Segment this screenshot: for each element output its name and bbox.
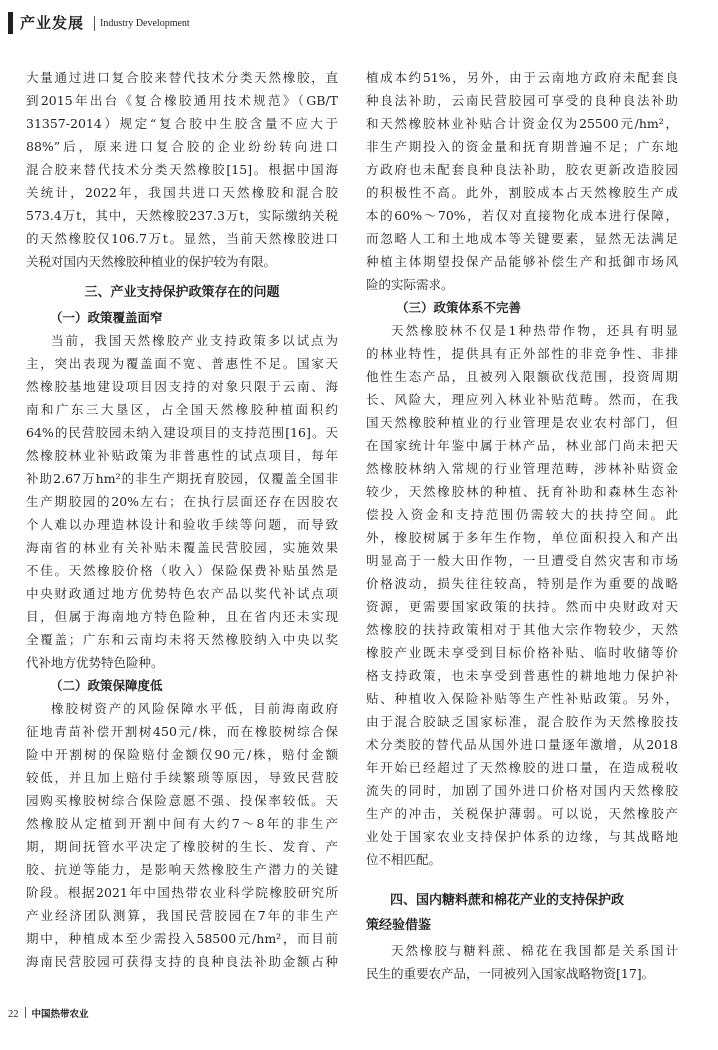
body-text-line: 补助2.67万hm²的非生产期抚育胶园，仅覆盖全国非 xyxy=(26,471,338,486)
body-text-line: 的林业特性，提供具有正外部性的非竞争性、非排 xyxy=(366,346,678,361)
body-text-line: 全覆盖；广东和云南均未将天然橡胶纳入中央以奖 xyxy=(26,632,338,647)
body-text-line: 目，但属于海南地方特色险种，且在省内还未实现 xyxy=(26,609,338,624)
body-text-line: 由于混合胶缺乏国家标准，混合胶作为天然橡胶技 xyxy=(366,714,678,729)
body-text-line: 的天然橡胶仅106.7万t。显然，当前天然橡胶进口 xyxy=(26,231,338,246)
body-text-line: 海南民营胶园可获得支持的良种良法补助金额占种 xyxy=(26,954,338,969)
section-title-english: Industry Development xyxy=(100,18,190,29)
body-text-line: 然橡胶林纳入常规的行业管理范畴，涉林补贴资金 xyxy=(366,461,678,476)
body-text-line: 胶、抗逆等能力，是影响天然橡胶生产潜力的关键 xyxy=(26,862,338,877)
paragraph-first-line: 天然橡胶林不仅是1种热带作物，还具有明显 xyxy=(391,323,678,338)
paragraph-first-line: 天然橡胶与糖料蔗、棉花在我国都是关系国计 xyxy=(391,943,678,958)
body-text-line: 573.4万t，其中，天然橡胶237.3万t，实际缴纳关税 xyxy=(26,208,338,223)
body-text-line: 非生产期投入的资金量和抚育期普遍不足；广东地 xyxy=(366,139,678,154)
paragraph-last-line: 位不相匹配。 xyxy=(366,852,442,867)
body-text-line: 然橡胶的扶持政策相对于其他大宗作物较少，天然 xyxy=(366,622,678,637)
section-heading-continued: 策经验借鉴 xyxy=(366,918,432,933)
body-text-line: 而忽略人工和土地成本等关键要素，显然无法满足 xyxy=(366,231,678,246)
body-text-line: 和天然橡胶林业补贴合计资金仅为25500元/hm²， xyxy=(366,116,678,131)
body-text-line: 他性生态产品，且被列入限额砍伐范围，投资周期 xyxy=(366,369,678,384)
body-text-line: 明显高于一般大田作物，一旦遭受自然灾害和市场 xyxy=(366,553,678,568)
body-text-line: 植成本约51%，另外，由于云南地方政府未配套良 xyxy=(366,70,678,85)
body-text-line: 长、风险大，理应列入林业补贴范畴。然而，在我 xyxy=(366,392,678,407)
body-text-line: 然橡胶从定植到开割中间有大约7～8年的非生产 xyxy=(26,816,338,831)
body-text-line: 个人难以办理造林设计和验收手续等问题，而导致 xyxy=(26,517,338,532)
body-text-line: 在国家统计年鉴中属于林产品，林业部门尚未把天 xyxy=(366,438,678,453)
body-text-line: 种良法补助，云南民营胶园可享受的良种良法补助 xyxy=(366,93,678,108)
subsection-heading: （三）政策体系不完善 xyxy=(396,300,522,315)
body-text-line: 贴、种植收入保险补贴等生产性补贴政策。另外， xyxy=(366,691,678,706)
body-text-line: 偿投入资金和支持范围仍需较大的扶持空间。此 xyxy=(366,507,678,522)
body-text-line: 期，期间抚管水平决定了橡胶树的生长、发育、产 xyxy=(26,839,338,854)
body-text-line: 方政府也未配套良种良法补助，胶农更新改造胶园 xyxy=(366,162,678,177)
paragraph-last-line: 民生的重要农产品，一同被列入国家战略物资[17]。 xyxy=(366,966,655,981)
paragraph-last-line: 代补地方优势特色险种。 xyxy=(26,655,164,670)
body-text-line: 不佳。天然橡胶价格（收入）保险保费补贴虽然是 xyxy=(26,563,338,578)
section-title: 产业发展 xyxy=(20,14,85,32)
body-text-line: 中央财政通过地方优势特色农产品以奖代补试点项 xyxy=(26,586,338,601)
body-text-line: 混合胶来替代技术分类天然橡胶[15]。根据中国海 xyxy=(26,162,338,177)
body-text-line: 然橡胶基地建设项目因支持的对象只限于云南、海 xyxy=(26,379,338,394)
subsection-heading: （一）政策覆盖面窄 xyxy=(50,310,163,325)
body-text-line: 年开始已经超过了天然橡胶的进口量，在造成税收 xyxy=(366,760,678,775)
body-text-line: 格支持政策，也未享受到普惠性的耕地地力保护补 xyxy=(366,668,678,683)
body-text-line: 流失的同时，加剧了国外进口价格对国内天然橡胶 xyxy=(366,783,678,798)
body-text-line: 然橡胶林业补贴政策为非普惠性的试点项目，每年 xyxy=(26,448,338,463)
body-text-line: 88%”后，原来进口复合胶的企业纷纷转向进口 xyxy=(26,139,338,154)
body-text-line: 期中，种植成本至少需投入58500元/hm²，而目前 xyxy=(26,931,338,946)
paragraph-first-line: 橡胶树资产的风险保障水平低，目前海南政府 xyxy=(51,701,338,716)
body-text-line: 海南省的林业有关补贴未覆盖民营胶园，实施效果 xyxy=(26,540,338,555)
subsection-heading: （二）政策保障度低 xyxy=(50,678,163,693)
body-text-line: 生产期胶园的20%左右；在执行层面还存在因胶农 xyxy=(26,494,338,509)
header-separator xyxy=(94,16,95,31)
body-text-line: 资源，更需要国家政策的扶持。然而中央财政对天 xyxy=(366,599,678,614)
body-text-line: 31357-2014）规定“复合胶中生胶含量不应大于 xyxy=(26,116,338,131)
body-text-line: 险中开割树的保险赔付金额仅90元/株，赔付金额 xyxy=(26,747,338,762)
body-text-line: 橡胶产业既未享受到目标价格补贴、临时收储等价 xyxy=(366,645,678,660)
body-text-line: 种植主体期望投保产品能够补偿生产和抵御市场风 xyxy=(366,254,678,269)
body-text-line: 大量通过进口复合胶来替代技术分类天然橡胶，直 xyxy=(26,70,338,85)
section-heading: 四、国内糖料蔗和棉花产业的支持保护政 xyxy=(390,893,625,908)
paragraph-last-line: 关税对国内天然橡胶种植业的保护较为有限。 xyxy=(26,254,277,269)
body-text-line: 业处于国家农业支持保护体系的边缘，与其战略地 xyxy=(366,829,678,844)
footer-separator xyxy=(25,1007,26,1018)
body-text-line: 64%的民营胶园未纳入建设项目的支持范围[16]。天 xyxy=(26,425,338,440)
page-header xyxy=(8,6,710,36)
body-text-line: 生产的冲击，关税保护薄弱。可以说，天然橡胶产 xyxy=(366,806,678,821)
right-text-column xyxy=(366,66,678,985)
body-text-line: 到2015年出台《复合橡胶通用技术规范》（GB/T xyxy=(26,93,338,108)
page-footer xyxy=(8,1004,89,1024)
paragraph-first-line: 当前，我国天然橡胶产业支持政策多以试点为 xyxy=(51,333,338,348)
body-text-line: 阶段。根据2021年中国热带农业科学院橡胶研究所 xyxy=(26,885,338,900)
paragraph-last-line: 险的实际需求。 xyxy=(366,277,454,292)
body-text-line: 园购买橡胶树综合保险意愿不强、投保率较低。天 xyxy=(26,793,338,808)
journal-name: 中国热带农业 xyxy=(31,1009,89,1020)
body-text-line: 术分类胶的替代品从国外进口量逐年激增，从2018 xyxy=(366,737,678,752)
body-text-line: 较低，并且加上赔付手续繁琐等原因，导致民营胶 xyxy=(26,770,338,785)
page-number: 22 xyxy=(8,1009,19,1020)
body-text-line: 征地青苗补偿开割树450元/株，而在橡胶树综合保 xyxy=(26,724,338,739)
body-text-line: 的积极性不高。此外，割胶成本占天然橡胶生产成 xyxy=(366,185,678,200)
body-text-line: 本的60%～70%，若仅对直接物化成本进行保障， xyxy=(366,208,678,223)
body-text-line: 外，橡胶树属于多年生作物，单位面积投入和产出 xyxy=(366,530,678,545)
body-text-line: 国天然橡胶种植业的行业管理是农业农村部门，但 xyxy=(366,415,678,430)
body-text-line: 关统计，2022年，我国共进口天然橡胶和混合胶 xyxy=(26,185,338,200)
section-heading: 三、产业支持保护政策存在的问题 xyxy=(84,285,280,300)
spacer xyxy=(366,871,678,881)
body-text-line: 主，突出表现为覆盖面不宽、普惠性不足。国家天 xyxy=(26,356,338,371)
body-text-line: 价格波动，损失往往较高，特别是作为重要的战略 xyxy=(366,576,678,591)
body-text-line: 较少，天然橡胶林的种植、抚育补助和森林生态补 xyxy=(366,484,678,499)
header-accent-bar xyxy=(8,12,13,34)
body-text-line: 产业经济团队测算，我国民营胶园在7年的非生产 xyxy=(26,908,338,923)
body-text-line: 南和广东三大垦区，占全国天然橡胶种植面积约 xyxy=(26,402,338,417)
left-text-column xyxy=(26,66,338,973)
